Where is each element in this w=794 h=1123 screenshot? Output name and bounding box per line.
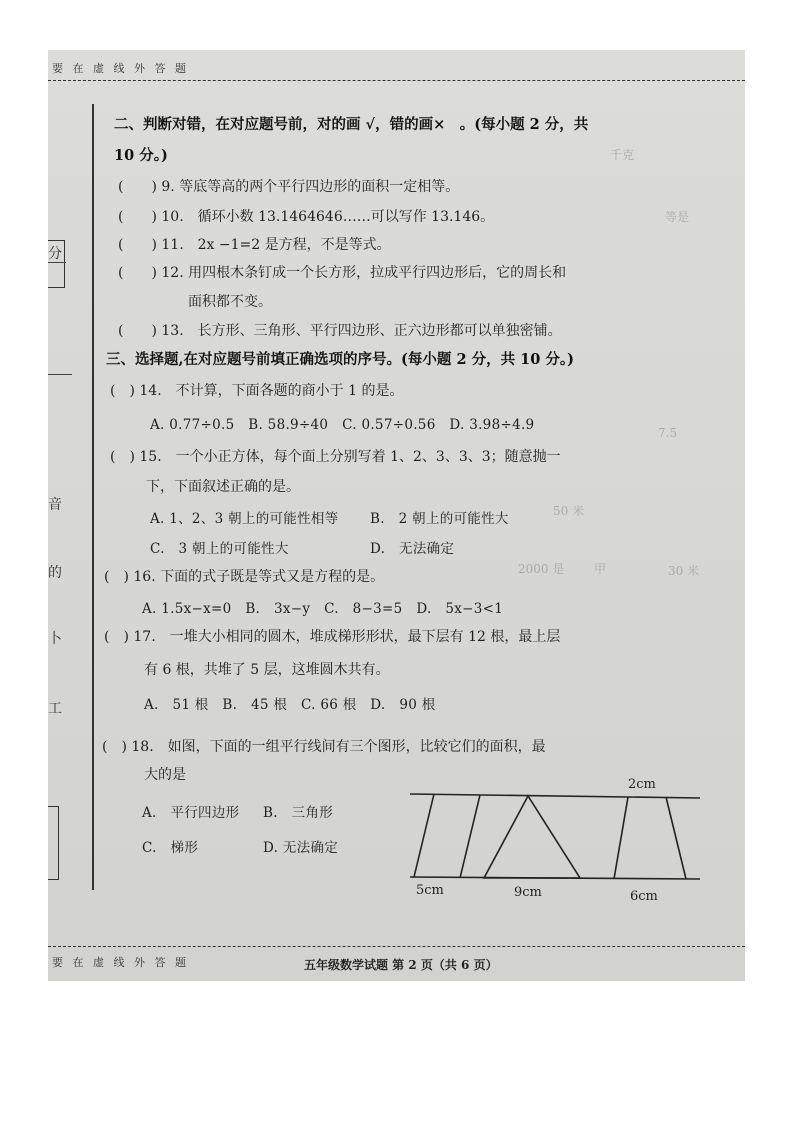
answer-paren[interactable]: ( ): [110, 383, 135, 399]
triangle-shape: [484, 796, 580, 878]
question-18-option-b: B. 三角形: [263, 805, 334, 821]
question-15-text: 15. 一个小正方体，每个面上分别写着 1、2、3、3、3；随意抛一: [139, 449, 561, 465]
show-through-text: 30 米: [668, 564, 700, 578]
question-16: [104, 566, 384, 586]
question-9-text: 9. 等底等高的两个平行四边形的面积一定相等。: [161, 179, 460, 195]
binding-margin-line: [92, 104, 94, 890]
question-13-text: 13. 长方形、三角形、平行四边形、正六边形都可以单独密铺。: [161, 323, 562, 339]
answer-paren[interactable]: ( ): [118, 237, 157, 253]
question-16-text: 16. 下面的式子既是等式又是方程的是。: [133, 569, 385, 585]
margin-char-4: 工: [48, 701, 62, 717]
page-footer: 五年级数学试题 第 2 页（共 6 页）: [304, 958, 498, 972]
answer-paren[interactable]: ( ): [118, 265, 157, 281]
parallel-lines-figure: [404, 772, 704, 902]
margin-char-3: 卜: [48, 631, 62, 647]
show-through-text: 甲: [594, 562, 607, 576]
question-18-option-a: A. 平行四边形: [142, 805, 240, 821]
question-17-options: A. 51 根 B. 45 根 C. 66 根 D. 90 根: [144, 697, 436, 713]
answer-paren[interactable]: ( ): [104, 629, 129, 645]
question-10-text: 10. 循环小数 13.1464646……可以写作 13.146。: [161, 209, 495, 225]
top-parallel-line: [410, 794, 700, 798]
answer-paren[interactable]: ( ): [118, 323, 157, 339]
question-14-options: A. 0.77÷0.5 B. 58.9÷40 C. 0.57÷0.56 D. 3.98÷4.9: [150, 417, 535, 433]
label-left: 5cm: [416, 883, 444, 898]
question-18-cont: 大的是: [144, 767, 186, 783]
question-15: [110, 446, 561, 466]
question-18: [102, 736, 546, 756]
score-box-divider: [48, 262, 66, 263]
question-14-text: 14. 不计算，下面各题的商小于 1 的是。: [139, 383, 404, 399]
label-right: 6cm: [630, 889, 658, 902]
top-dashed-cut-line: [48, 80, 745, 81]
show-through-text: 7.5: [658, 426, 678, 440]
show-through-text: 千克: [610, 148, 635, 162]
question-14: [110, 380, 403, 400]
bottom-margin-note: 要 在 虚 线 外 答 题: [52, 956, 189, 969]
question-10: [118, 206, 494, 226]
trapezoid-right-side: [666, 797, 686, 879]
question-11: [118, 234, 391, 254]
question-17-text: 17. 一堆大小相同的圆木，堆成梯形形状，最下层有 12 根，最上层: [133, 629, 561, 645]
question-18-option-d: D. 无法确定: [263, 840, 339, 856]
question-15-option-a: A. 1、2、3 朝上的可能性相等: [150, 511, 339, 527]
section2-heading: 二、判断对错，在对应题号前，对的画 √，错的画× 。(每小题 2 分，共: [114, 116, 589, 133]
show-through-text: 2000 是: [518, 562, 565, 576]
question-12: [118, 262, 566, 282]
question-12-text: 12. 用四根木条钉成一个长方形，拉成平行四边形后，它的周长和: [161, 265, 567, 281]
answer-paren[interactable]: ( ): [104, 569, 129, 585]
parallelogram-right-side: [460, 795, 480, 878]
margin-rule: [48, 374, 72, 375]
label-top: 2cm: [628, 777, 656, 792]
answer-paren[interactable]: ( ): [110, 449, 135, 465]
answer-paren[interactable]: ( ): [118, 209, 157, 225]
question-18-option-c: C. 梯形: [142, 840, 199, 856]
question-11-text: 11. 2x −1=2 是方程，不是等式。: [161, 237, 391, 253]
question-16-options: A. 1.5x−x=0 B. 3x−y C. 8−3=5 D. 5x−3<1: [142, 601, 504, 617]
parallelogram-left-side: [414, 794, 434, 877]
bottom-dashed-cut-line: [48, 946, 745, 947]
show-through-text: 等是: [665, 210, 690, 224]
question-18-text: 18. 如图，下面的一组平行线间有三个图形，比较它们的面积，最: [131, 739, 546, 755]
question-17: [104, 626, 560, 646]
question-12-cont: 面积都不变。: [188, 294, 272, 310]
top-margin-note: 要 在 虚 线 外 答 题: [52, 62, 189, 75]
question-15-option-b: B. 2 朝上的可能性大: [370, 511, 509, 527]
question-17-cont: 有 6 根，共堆了 5 层，这堆圆木共有。: [144, 662, 390, 678]
answer-paren[interactable]: ( ): [102, 739, 127, 755]
show-through-text: 50 米: [553, 504, 585, 518]
question-13: [118, 320, 562, 340]
question-15-option-d: D. 无法确定: [370, 541, 455, 557]
question-15-cont: 下，下面叙述正确的是。: [146, 479, 300, 495]
trapezoid-left-side: [614, 797, 628, 879]
photographed-exam-page: [48, 50, 745, 981]
label-middle: 9cm: [514, 885, 542, 900]
answer-paren[interactable]: ( ): [118, 179, 157, 195]
score-box-label: 分: [48, 246, 62, 262]
question-15-option-c: C. 3 朝上的可能性大: [150, 541, 289, 557]
section3-heading: 三、选择题,在对应题号前填正确选项的序号。(每小题 2 分，共 10 分。): [106, 351, 574, 368]
question-9: [118, 176, 459, 196]
section2-heading-cont: 10 分。): [114, 147, 168, 164]
margin-char-1: 音: [48, 497, 62, 513]
margin-char-2: 的: [48, 565, 62, 581]
margin-box: [48, 806, 59, 880]
